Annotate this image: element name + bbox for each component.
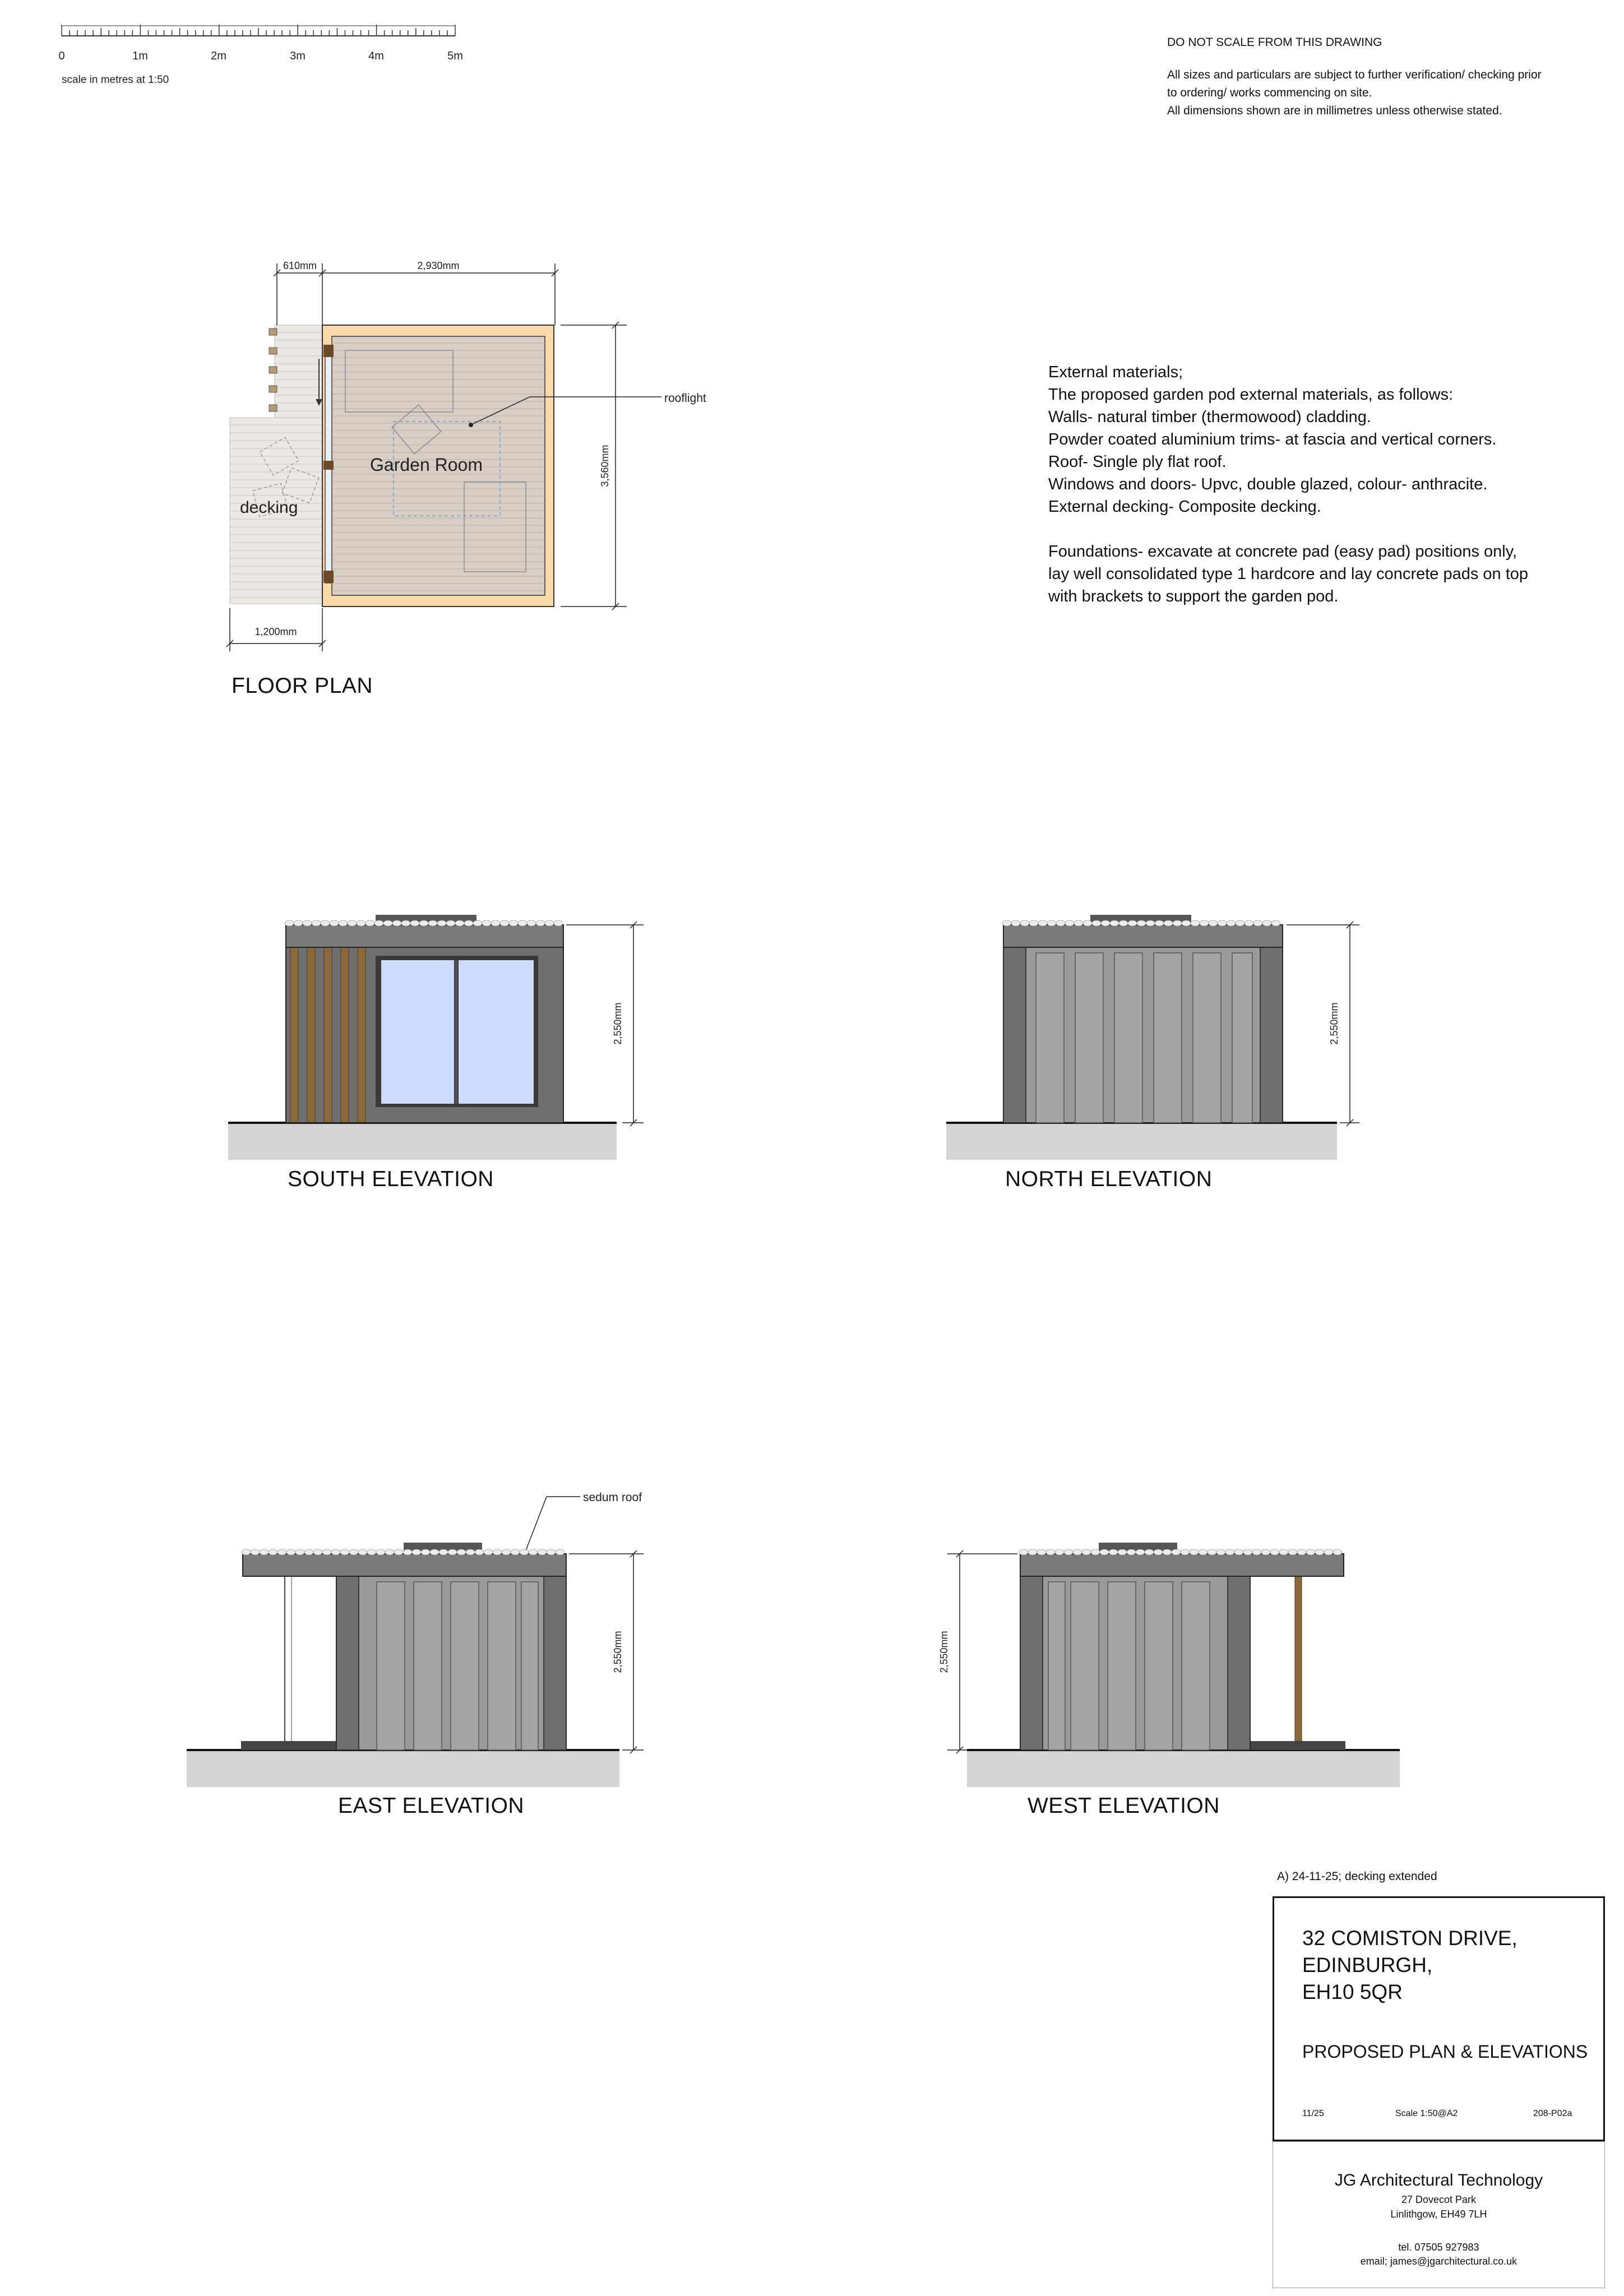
sedum-tuft	[1190, 1549, 1199, 1555]
sedum-tuft	[1055, 1549, 1064, 1555]
sedum-tuft	[500, 920, 509, 926]
sedum-tuft	[383, 920, 392, 926]
sedum-tuft	[1002, 920, 1011, 926]
sedum-tuft	[295, 1549, 304, 1555]
materials-line: Powder coated aluminium trims- at fascia and vertical corners.	[1048, 430, 1497, 448]
sedum-tuft	[403, 1549, 412, 1555]
sedum-tuft	[1253, 920, 1262, 926]
practice-address-line: Linlithgow, EH49 7LH	[1390, 2209, 1487, 2220]
sedum-tuft	[1037, 1549, 1046, 1555]
sedum-tuft	[419, 920, 428, 926]
site-address	[1302, 1925, 1517, 2006]
sedum-tuft	[401, 920, 410, 926]
general-notes	[1167, 66, 1593, 120]
sedum-tuft	[1199, 1549, 1207, 1555]
east-height-dim: 2,550mm	[612, 1631, 623, 1673]
sedum-tuft	[1227, 920, 1236, 926]
sedum-tuft	[1200, 920, 1209, 926]
note-line: to ordering/ works commencing on site.	[1167, 86, 1372, 99]
sedum-tuft	[1270, 1549, 1279, 1555]
sedum-tuft	[529, 1549, 538, 1555]
note-line: All sizes and particulars are subject to further verification/ checking prior	[1167, 68, 1542, 81]
sedum-tuft	[260, 1549, 269, 1555]
scale-tick-0: 0	[58, 50, 65, 62]
drawing-date: 11/25	[1302, 2109, 1324, 2118]
sedum-tuft	[473, 920, 482, 926]
sedum-tuft	[1019, 1549, 1028, 1555]
sedum-tuft	[1100, 1549, 1109, 1555]
sedum-tuft	[1279, 1549, 1288, 1555]
sedum-tuft	[1064, 1549, 1073, 1555]
sedum-tuft	[348, 920, 357, 926]
sedum-tuft	[392, 920, 401, 926]
sedum-tuft	[1207, 1549, 1216, 1555]
north-height-dim: 2,550mm	[1329, 1002, 1340, 1045]
sedum-tuft	[511, 1549, 520, 1555]
sedum-tuft	[464, 920, 473, 926]
sedum-tuft	[1216, 1549, 1225, 1555]
sedum-tuft	[242, 1549, 251, 1555]
sedum-tuft	[1297, 1549, 1306, 1555]
materials-line: External decking- Composite decking.	[1048, 498, 1321, 516]
sedum-tuft	[502, 1549, 511, 1555]
sedum-tuft	[1146, 920, 1155, 926]
sedum-tuft	[1236, 920, 1244, 926]
scale-tick-1m: 1m	[132, 50, 148, 62]
sedum-tuft	[484, 1549, 493, 1555]
foundation-line: Foundations- excavate at concrete pad (easy pad) positions only,	[1048, 543, 1517, 561]
sedum-tuft	[1262, 920, 1271, 926]
dim-3560: 3,560mm	[599, 445, 610, 487]
west-height-dim: 2,550mm	[938, 1631, 950, 1673]
sedum-tuft	[294, 920, 303, 926]
sedum-tuft	[437, 920, 446, 926]
sedum-roof-label: sedum roof	[583, 1491, 642, 1504]
sedum-tuft	[1243, 1549, 1252, 1555]
do-not-scale-heading: DO NOT SCALE FROM THIS DRAWING	[1167, 36, 1382, 49]
sedum-tuft	[527, 920, 536, 926]
sedum-tuft	[455, 920, 464, 926]
sedum-tuft	[1083, 920, 1092, 926]
sedum-tuft	[1074, 920, 1083, 926]
sedum-tuft	[520, 1549, 529, 1555]
sedum-tuft	[1047, 920, 1056, 926]
sedum-tuft	[1288, 1549, 1297, 1555]
sedum-tuft	[1315, 1549, 1324, 1555]
address-line: 32 COMISTON DRIVE,	[1302, 1927, 1517, 1950]
sedum-tuft	[1091, 1549, 1100, 1555]
sedum-tuft	[339, 920, 348, 926]
sedum-tuft	[1244, 920, 1253, 926]
scale-bar	[58, 25, 462, 86]
sedum-tuft	[251, 1549, 260, 1555]
foundation-line: with brackets to support the garden pod.	[1048, 587, 1339, 605]
sedum-tuft	[556, 1549, 565, 1555]
sedum-tuft	[1209, 920, 1218, 926]
sedum-tuft	[1065, 920, 1074, 926]
sedum-tuft	[1137, 920, 1146, 926]
sedum-tuft	[412, 1549, 421, 1555]
scale-tick-4m: 4m	[368, 50, 384, 62]
practice-block	[1273, 2141, 1605, 2288]
materials-line: Roof- Single ply flat roof.	[1048, 453, 1227, 471]
sedum-tuft	[1145, 1549, 1154, 1555]
sedum-tuft	[1038, 920, 1047, 926]
sedum-tuft	[1119, 920, 1128, 926]
sedum-tuft	[1155, 920, 1164, 926]
sedum-tuft	[269, 1549, 277, 1555]
sedum-tuft	[321, 920, 330, 926]
sedum-tuft	[518, 920, 527, 926]
sedum-tuft	[466, 1549, 475, 1555]
sedum-tuft	[1028, 1549, 1037, 1555]
sedum-tuft	[1128, 920, 1137, 926]
sedum-tuft	[1136, 1549, 1145, 1555]
sedum-tuft	[509, 920, 518, 926]
practice-email: email; james@jgarchitectural.co.uk	[1360, 2256, 1517, 2267]
sedum-tuft	[331, 1549, 340, 1555]
sedum-tuft	[1046, 1549, 1055, 1555]
materials-line: The proposed garden pod external materials, as follows:	[1048, 386, 1454, 404]
east-elevation	[187, 1491, 644, 1787]
drawing-scale: Scale 1:50@A2	[1395, 2109, 1458, 2118]
sedum-tuft	[277, 1549, 286, 1555]
sedum-tuft	[1011, 920, 1020, 926]
sedum-tuft	[536, 920, 545, 926]
sedum-tuft	[1020, 920, 1029, 926]
dim-610: 610mm	[283, 260, 317, 271]
sedum-tuft	[367, 1549, 376, 1555]
rooflight-label: rooflight	[664, 392, 706, 405]
sedum-tuft	[376, 1549, 385, 1555]
address-line: EDINBURGH,	[1302, 1954, 1433, 1976]
sedum-tuft	[1181, 1549, 1190, 1555]
scale-caption: scale in metres at 1:50	[62, 74, 169, 86]
dim-1200: 1,200mm	[255, 626, 297, 637]
sedum-tuft	[340, 1549, 349, 1555]
south-elevation	[228, 915, 644, 1160]
sedum-tuft	[1092, 920, 1101, 926]
title-block	[1273, 1896, 1605, 2141]
sedum-tuft	[547, 1549, 556, 1555]
sedum-tuft	[1271, 920, 1280, 926]
sedum-tuft	[1164, 920, 1173, 926]
sedum-tuft	[1182, 920, 1191, 926]
sedum-tuft	[448, 1549, 457, 1555]
decking-label: decking	[240, 498, 298, 517]
sedum-tuft	[1073, 1549, 1082, 1555]
sedum-tuft	[1225, 1549, 1234, 1555]
floor-plan-title: FLOOR PLAN	[232, 674, 373, 698]
sedum-tuft	[446, 920, 455, 926]
sedum-tuft	[322, 1549, 331, 1555]
sedum-tuft	[358, 1549, 367, 1555]
sedum-tuft	[330, 920, 339, 926]
sedum-tuft	[493, 1549, 502, 1555]
sedum-tuft	[385, 1549, 394, 1555]
sedum-tuft	[312, 920, 321, 926]
drawing-title: PROPOSED PLAN & ELEVATIONS	[1302, 2042, 1588, 2062]
sedum-tuft	[303, 920, 312, 926]
sedum-tuft	[545, 920, 554, 926]
sedum-tuft	[421, 1549, 430, 1555]
scale-tick-5m: 5m	[447, 50, 463, 62]
sedum-tuft	[1127, 1549, 1136, 1555]
drawing-number: 208-P02a	[1533, 2109, 1572, 2118]
materials-line: External materials;	[1048, 363, 1183, 381]
sedum-tuft	[538, 1549, 547, 1555]
sedum-tuft	[1252, 1549, 1261, 1555]
sedum-tuft	[1333, 1549, 1342, 1555]
revision-note: A) 24-11-25; decking extended	[1277, 1870, 1437, 1883]
sedum-tuft	[1029, 920, 1038, 926]
practice-address-line: 27 Dovecot Park	[1401, 2194, 1477, 2205]
sedum-tuft	[1306, 1549, 1315, 1555]
sedum-tuft	[1234, 1549, 1243, 1555]
sedum-tuft	[491, 920, 500, 926]
sedum-tuft	[1082, 1549, 1091, 1555]
sedum-tuft	[357, 920, 365, 926]
sedum-tuft	[1218, 920, 1227, 926]
sedum-tuft	[1172, 1549, 1181, 1555]
sedum-tuft	[482, 920, 491, 926]
materials-line: Windows and doors- Upvc, double glazed, colour- anthracite.	[1048, 475, 1488, 493]
sedum-tuft	[457, 1549, 466, 1555]
sedum-tuft	[1101, 920, 1110, 926]
foundation-line: lay well consolidated type 1 hardcore and lay concrete pads on top	[1048, 565, 1529, 583]
sedum-tuft	[475, 1549, 484, 1555]
sedum-tuft	[394, 1549, 403, 1555]
north-elevation	[946, 915, 1359, 1160]
practice-name: JG Architectural Technology	[1334, 2171, 1543, 2189]
south-height-dim: 2,550mm	[612, 1002, 623, 1045]
scale-tick-3m: 3m	[290, 50, 306, 62]
sedum-tuft	[1154, 1549, 1163, 1555]
room-label: Garden Room	[370, 455, 483, 475]
west-elevation	[938, 1543, 1400, 1787]
east-elevation-title: EAST ELEVATION	[338, 1794, 525, 1818]
sedum-tuft	[554, 920, 563, 926]
address-line: EH10 5QR	[1302, 1980, 1403, 2003]
sedum-tuft	[286, 1549, 295, 1555]
sedum-tuft	[1261, 1549, 1270, 1555]
note-line: All dimensions shown are in millimetres unless otherwise stated.	[1167, 104, 1502, 117]
sedum-tuft	[285, 920, 294, 926]
sedum-tuft	[374, 920, 383, 926]
sedum-tuft	[1324, 1549, 1333, 1555]
sedum-tuft	[410, 920, 419, 926]
sedum-tuft	[430, 1549, 439, 1555]
materials-line: Walls- natural timber (thermowood) cladding.	[1048, 408, 1371, 426]
sedum-tuft	[1163, 1549, 1172, 1555]
sedum-tuft	[1173, 920, 1182, 926]
north-elevation-title: NORTH ELEVATION	[1005, 1167, 1213, 1191]
sedum-tuft	[1110, 920, 1119, 926]
sedum-tuft	[1118, 1549, 1127, 1555]
scale-tick-2m: 2m	[211, 50, 226, 62]
south-elevation-title: SOUTH ELEVATION	[288, 1167, 494, 1191]
sedum-tuft	[349, 1549, 358, 1555]
external-materials	[1048, 361, 1603, 608]
sedum-tuft	[439, 1549, 448, 1555]
dim-2930: 2,930mm	[417, 260, 460, 271]
sedum-tuft	[428, 920, 437, 926]
sedum-tuft	[313, 1549, 322, 1555]
sedum-tuft	[1056, 920, 1065, 926]
west-elevation-title: WEST ELEVATION	[1028, 1794, 1220, 1818]
sedum-tuft	[1191, 920, 1200, 926]
sedum-tuft	[304, 1549, 313, 1555]
practice-address	[1273, 2192, 1604, 2221]
sedum-tuft	[1109, 1549, 1118, 1555]
sedum-tuft	[365, 920, 374, 926]
floor-plan	[226, 260, 706, 651]
practice-tel: tel. 07505 927983	[1398, 2242, 1479, 2253]
